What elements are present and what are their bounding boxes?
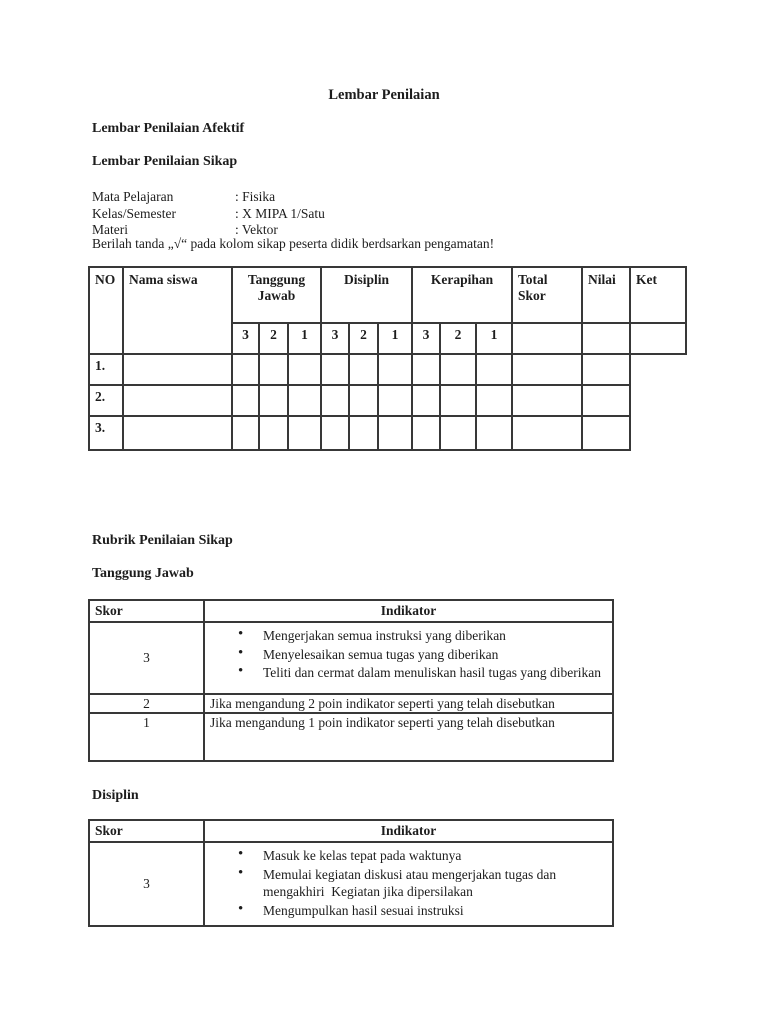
rubric-header-row [89,600,613,622]
score-cell [412,385,440,416]
score-cell [349,354,378,385]
empty-subheader-cell [582,323,630,354]
col-header-ket: Ket [630,267,686,323]
subscore-tj-2: 2 [259,323,288,354]
score-cell [582,385,630,416]
score-table-header-row [89,267,686,323]
meta-label-mata-pelajaran: Mata Pelajaran [92,189,174,204]
subscore-tj-1: 1 [288,323,321,354]
score-cell [232,354,259,385]
rubric-heading: Rubrik Penilaian Sikap [92,533,233,548]
score-cell [321,416,349,450]
heading-afektif: Lembar Penilaian Afektif [92,121,245,136]
rubric-row-score-3 [89,842,613,926]
rubric-row-score-2 [89,694,613,713]
meta-label-materi: Materi [92,222,128,237]
col-header-kerapihan: Kerapihan [412,267,512,323]
rubric-table-tanggung-jawab [88,599,614,762]
meta-row-kelas-semester [92,206,325,223]
score-cell [259,416,288,450]
rubric-row-score-1 [89,713,613,761]
meta-value-materi: : Vektor [235,222,278,237]
indicator-bullet-list [209,627,608,682]
score-cell [476,385,512,416]
empty-subheader-cell [512,323,582,354]
heading-sikap: Lembar Penilaian Sikap [92,154,238,169]
score-cell [232,416,259,450]
meta-value-kelas-semester: : X MIPA 1/Satu [235,205,325,221]
instruction-line: Berilah tanda „√“ pada kolom sikap peserta didik berdsarkan pengamatan! [92,236,495,251]
score-cell [288,354,321,385]
bullet-item: • Teliti dan cermat dalam menuliskan hasil tugas yang diberikan [238,664,608,682]
indikator-3-cell [204,842,613,926]
indikator-column-header: Indikator [204,820,613,842]
score-cell [582,416,630,450]
col-header-nama-siswa: Nama siswa [123,267,232,354]
score-cell [123,354,232,385]
table-row [89,354,686,385]
empty-subheader-cell [630,323,686,354]
bullet-item: • Mengumpulkan hasil sesuai instruksi [238,902,608,920]
score-cell [321,354,349,385]
row-number-cell: 3. [89,416,123,450]
score-cell [440,385,476,416]
score-cell [288,385,321,416]
indikator-3-cell [204,622,613,694]
score-cell [512,354,582,385]
score-cell [378,416,412,450]
meta-label-kelas-semester: Kelas/Semester [92,205,176,221]
rubric-header-row [89,820,613,842]
meta-row-mata-pelajaran [92,189,325,206]
score-cell [440,416,476,450]
col-header-total-skor: Total Skor [512,267,582,323]
score-cell [476,416,512,450]
meta-value-mata-pelajaran: : Fisika [235,189,276,204]
score-cell [123,416,232,450]
score-cell [288,416,321,450]
score-cell [582,354,630,385]
heading-tanggung-jawab: Tanggung Jawab [92,566,194,581]
bullet-item: • Mengerjakan semua instruksi yang diberikan [238,627,608,645]
score-cell [259,354,288,385]
col-header-disiplin: Disiplin [321,267,412,323]
skor-3-cell: 3 [89,842,204,926]
bullet-item: • Masuk ke kelas tepat pada waktunya [238,847,608,865]
score-cell [476,354,512,385]
rubric-row-score-3 [89,622,613,694]
row-number-cell: 2. [89,385,123,416]
score-cell [349,416,378,450]
indikator-2-cell: Jika mengandung 2 poin indikator seperti yang telah disebutkan [204,694,613,713]
score-cell [512,416,582,450]
indikator-column-header: Indikator [204,600,613,622]
score-cell [378,354,412,385]
subscore-d-2: 2 [349,323,378,354]
score-cell [349,385,378,416]
table-row [89,416,686,450]
skor-1-cell: 1 [89,713,204,761]
score-cell [412,354,440,385]
score-cell [378,385,412,416]
col-header-no: NO [89,267,123,354]
skor-2-cell: 2 [89,694,204,713]
bullet-item: • Menyelesaikan semua tugas yang diberikan [238,646,608,664]
score-cell [412,416,440,450]
subscore-k-1: 1 [476,323,512,354]
page-title: Lembar Penilaian [328,87,440,103]
col-header-tanggung-jawab: Tanggung Jawab [232,267,321,323]
indicator-bullet-list [209,847,608,919]
heading-disiplin: Disiplin [92,788,139,803]
rubric-table-disiplin [88,819,614,927]
subscore-d-3: 3 [321,323,349,354]
skor-column-header: Skor [89,600,204,622]
bullet-item: • Memulai kegiatan diskusi atau mengerjakan tugas dan mengakhiri Kegiatan jika dipersilakan [238,866,608,901]
score-cell [259,385,288,416]
indikator-1-cell: Jika mengandung 1 poin indikator seperti yang telah disebutkan [204,713,613,761]
subscore-k-3: 3 [412,323,440,354]
score-cell [123,385,232,416]
table-row [89,385,686,416]
skor-column-header: Skor [89,820,204,842]
col-header-nilai: Nilai [582,267,630,323]
score-cell [321,385,349,416]
row-number-cell: 1. [89,354,123,385]
score-cell [232,385,259,416]
subscore-tj-3: 3 [232,323,259,354]
meta-block [92,189,325,239]
score-table [88,266,687,451]
score-cell [512,385,582,416]
score-cell [440,354,476,385]
subscore-k-2: 2 [440,323,476,354]
subscore-d-1: 1 [378,323,412,354]
skor-3-cell: 3 [89,622,204,694]
